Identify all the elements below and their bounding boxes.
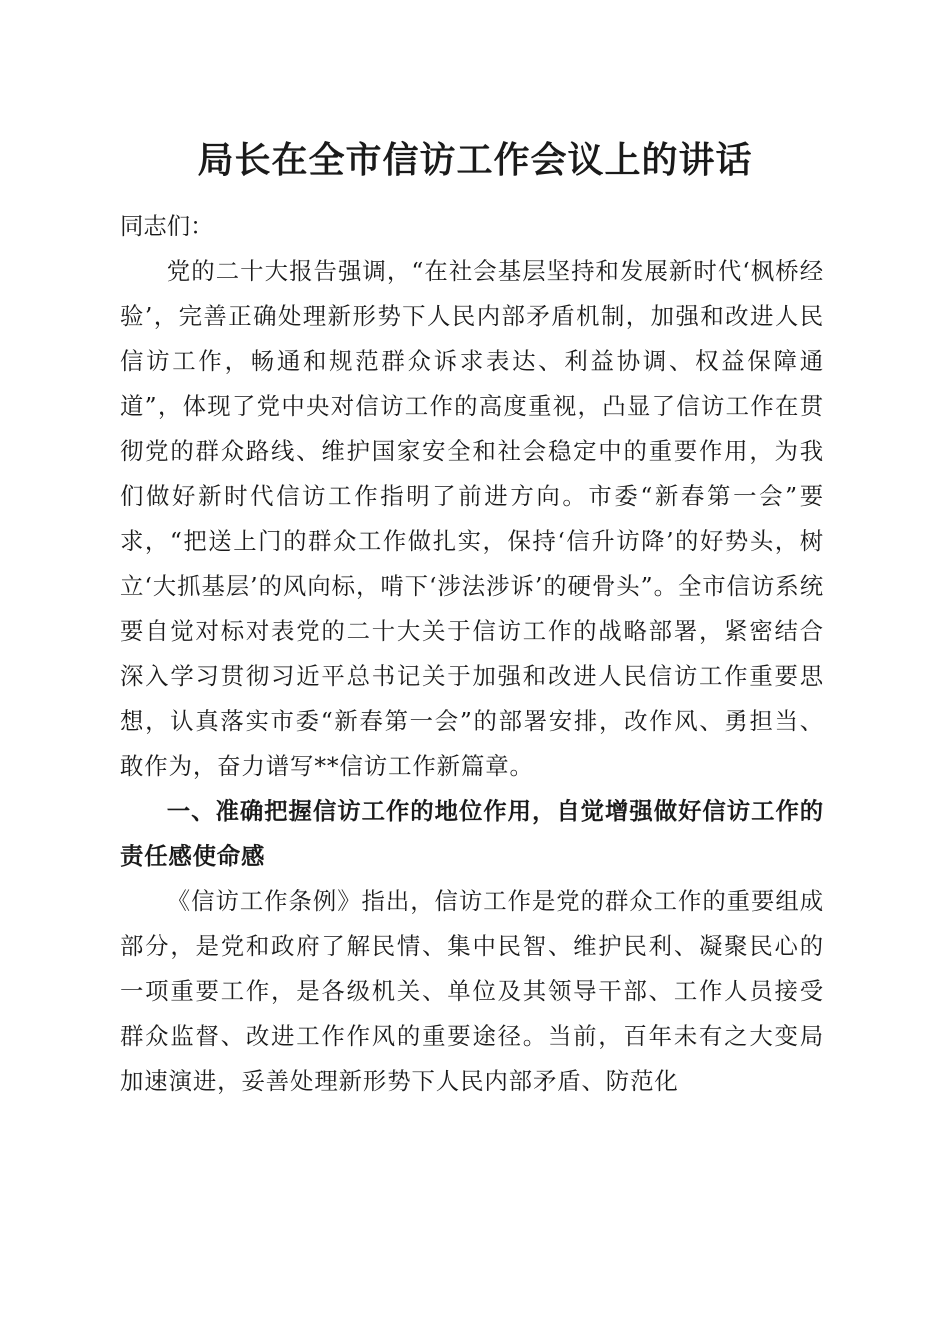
page-title: 局长在全市信访工作会议上的讲话 bbox=[197, 139, 753, 181]
paragraph-section-1: 《信访工作条例》指出，信访工作是党的群众工作的重要组成部分，是党和政府了解民情、集中民智、维护民利、凝聚民心的一项重要工作，是各级机关、单位及其领导干部、工作人员接受群众监督、改进工作作风的重要途径。当前，百年未有之大变局加速演进，妥善处理新形势下人民内部矛盾、防范化 bbox=[120, 887, 824, 1095]
paragraph-intro: 党的二十大报告强调，“在社会基层坚持和发展新时代‘枫桥经验’，完善正确处理新形势下人民内部矛盾机制，加强和改进人民信访工作，畅通和规范群众诉求表达、利益协调、权益保障通道”，体现了党中央对信访工作的高度重视，凸显了信访工作在贯彻党的群众路线、维护国家安全和社会稳定中的重要作用，为我们做好新时代信访工作指明了前进方向。市委“新春第一会”要求，“把送上门的群众工作做扎实，保持‘信升访降’的好势头，树立‘大抓基层’的风向标，啃下‘涉法涉诉’的硬骨头”。全市信访系统要自觉对标对表党的二十大关于信访工作的战略部署，紧密结合深入学习贯彻习近平总书记关于加强和改进人民信访工作重要思想，认真落实市委“新春第一会”的部署安排，改作风、勇担当、敢作为，奋力谱写**信访工作新篇章。 bbox=[120, 257, 824, 780]
section-heading-1: 一、准确把握信访工作的地位作用，自觉增强做好信访工作的责任感使命感 bbox=[120, 797, 824, 870]
salutation: 同志们： bbox=[120, 212, 214, 240]
document-body bbox=[120, 204, 824, 1104]
